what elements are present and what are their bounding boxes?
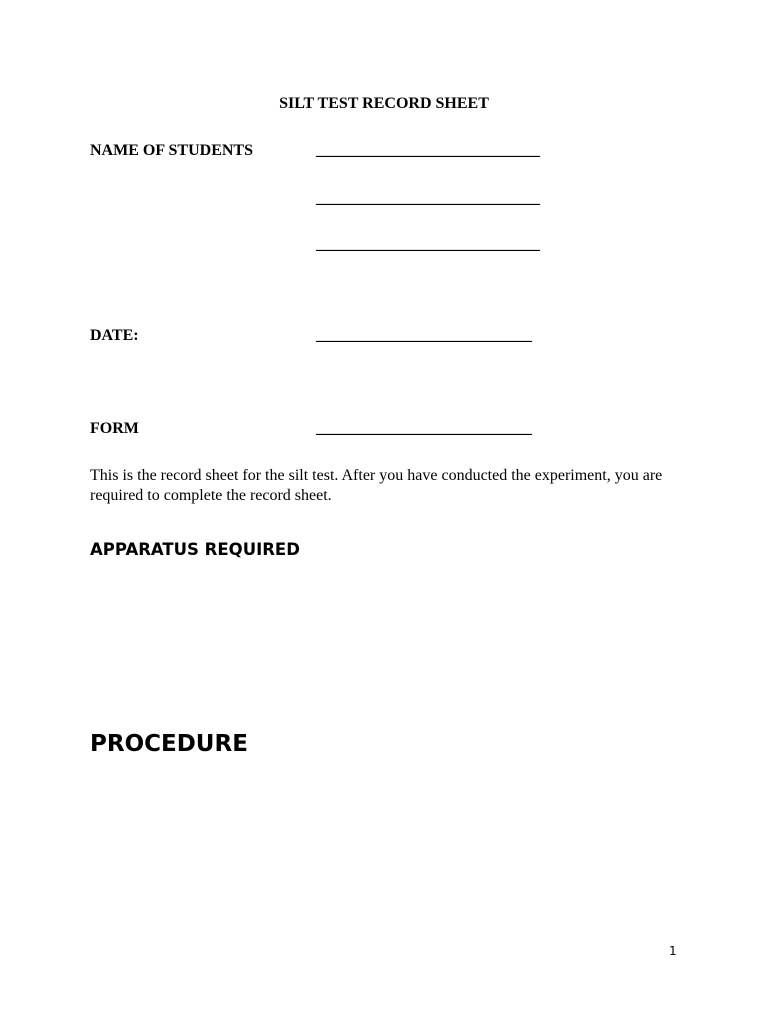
students-blank-line: ____________________________ (316, 236, 540, 253)
students-blank-line: ____________________________ (316, 190, 540, 207)
students-label: NAME OF STUDENTS (90, 142, 253, 159)
date-label: DATE: (90, 327, 139, 344)
apparatus-heading: APPARATUS REQUIRED (90, 540, 300, 559)
form-blank-line: ___________________________ (316, 420, 532, 437)
page-number: 1 (669, 944, 677, 958)
date-blank-line: ___________________________ (316, 327, 532, 344)
form-label: FORM (90, 420, 139, 437)
page-title: SILT TEST RECORD SHEET (279, 95, 489, 112)
students-blank-line: ____________________________ (316, 142, 540, 159)
procedure-heading: PROCEDURE (90, 731, 248, 757)
intro-paragraph: This is the record sheet for the silt test. After you have conducted the experiment, you are required to complete the record sheet. (90, 467, 663, 504)
